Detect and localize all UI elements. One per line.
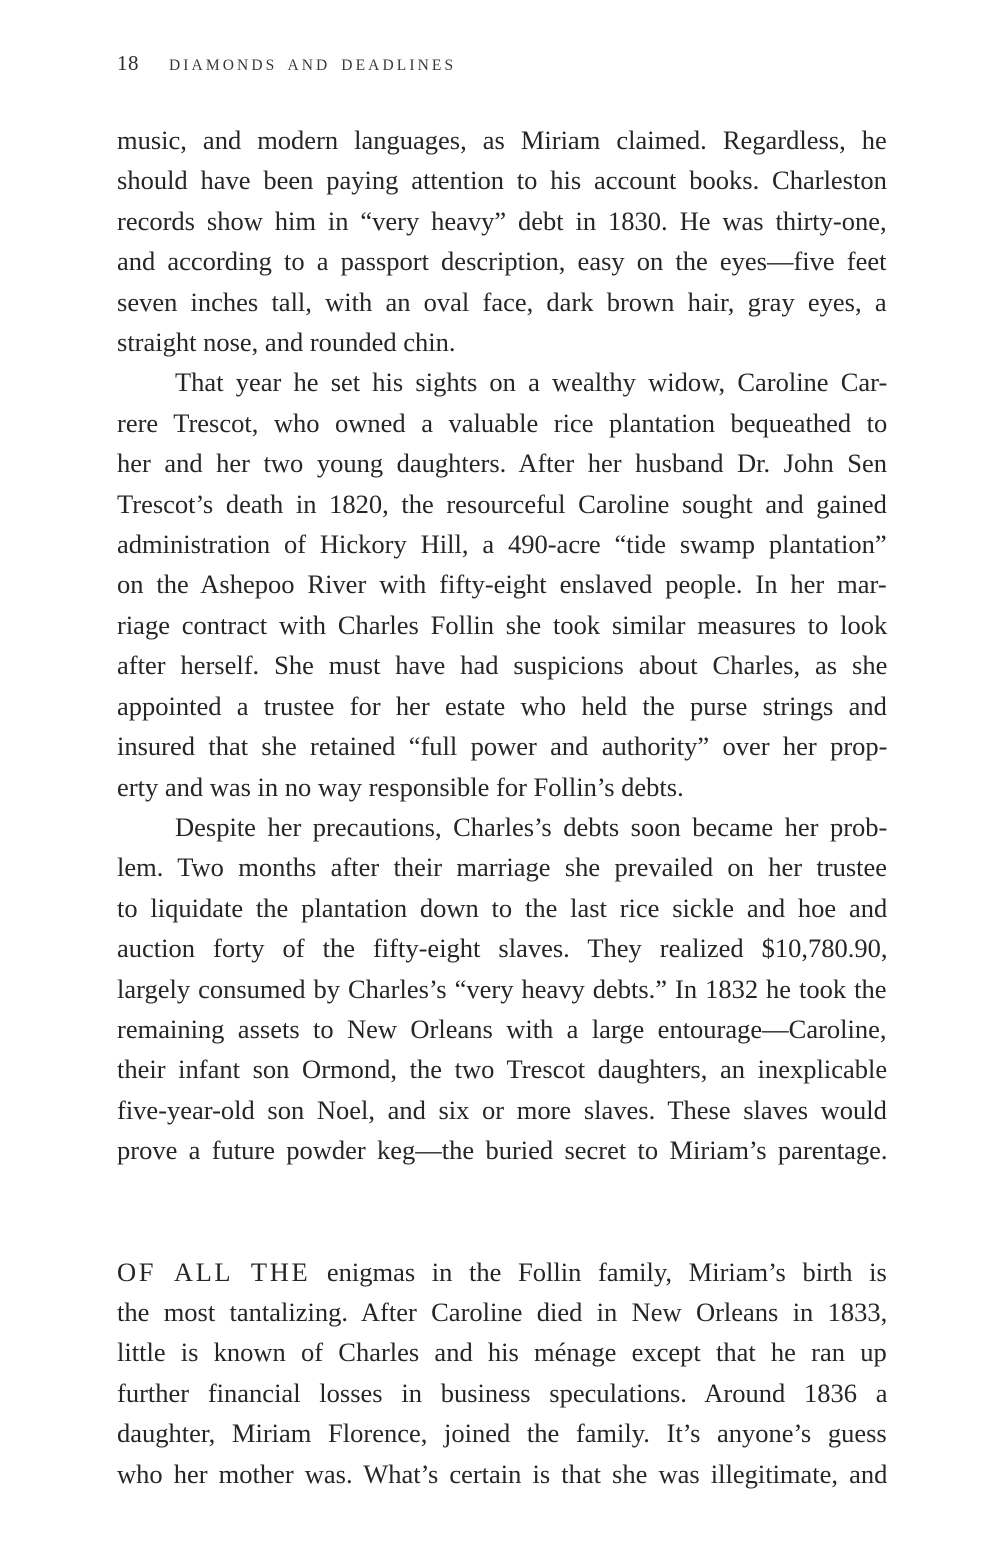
text-line: erty and was in no way responsible for Follin’s debts.: [117, 771, 684, 802]
section-lead-in: OF ALL THE: [117, 1256, 311, 1287]
text-line: to liquidate the plantation down to the last rice sickle and hoe and: [117, 892, 888, 923]
text-line: should have been paying attention to his account books. Charleston: [117, 165, 887, 196]
text-line: Trescot’s death in 1820, the resourceful Caroline sought and gained: [117, 488, 887, 519]
text-line: their infant son Ormond, the two Trescot daughters, an inexplicable: [117, 1054, 888, 1085]
text-line: administration of Hickory Hill, a 490-acre “tide swamp plantation”: [117, 529, 887, 560]
text-line: rere Trescot, who owned a valuable rice plantation bequeathed to: [117, 407, 888, 438]
text-line: little is known of Charles and his ménage except that he ran up: [117, 1337, 887, 1368]
paragraph-debts: [117, 807, 887, 1171]
text-line: prove a future powder keg—the buried secret to Miriam’s parentage.: [117, 1135, 888, 1166]
paragraph-trescot: [117, 362, 887, 806]
text-line: auction forty of the fifty-eight slaves. They realized $10,780.90,: [117, 933, 888, 964]
text-line: appointed a trustee for her estate who held the purse strings and: [117, 690, 887, 721]
text-line: OF ALL THE enigmas in the Follin family, Miriam’s birth is: [117, 1256, 887, 1287]
text-line: remaining assets to New Orleans with a large entourage—Caroline,: [117, 1013, 887, 1044]
text-line: the most tantalizing. After Caroline died in New Orleans in 1833,: [117, 1296, 888, 1327]
text-line: after herself. She must have had suspicions about Charles, as she: [117, 650, 888, 681]
text-line: largely consumed by Charles’s “very heavy debts.” In 1832 he took the: [117, 973, 887, 1004]
paragraph-continued: [117, 120, 887, 362]
text-line: who her mother was. What’s certain is that she was illegitimate, and: [117, 1458, 888, 1489]
page-header: [117, 51, 456, 76]
text-line: daughter, Miriam Florence, joined the family. It’s anyone’s guess: [117, 1418, 887, 1449]
text-line: Despite her precautions, Charles’s debts soon became her prob-: [175, 811, 888, 842]
text-line: her and her two young daughters. After her husband Dr. John Sen: [117, 448, 888, 479]
page-number: 18: [117, 51, 139, 75]
text-line: insured that she retained “full power and authority” over her prop-: [117, 731, 888, 762]
paragraph-of-all-the: [117, 1252, 887, 1494]
running-head: DIAMONDS AND DEADLINES: [169, 57, 457, 74]
text-line: and according to a passport description, easy on the eyes—five feet: [117, 246, 887, 277]
text-line: straight nose, and rounded chin.: [117, 327, 456, 358]
section-break: [117, 1171, 887, 1252]
text-line: seven inches tall, with an oval face, dark brown hair, gray eyes, a: [117, 286, 887, 317]
text-block: [117, 120, 887, 1494]
text-line: five-year-old son Noel, and six or more slaves. These slaves would: [117, 1094, 887, 1125]
text-line: music, and modern languages, as Miriam claimed. Regardless, he: [117, 125, 887, 155]
text-line: further financial losses in business speculations. Around 1836 a: [117, 1377, 888, 1408]
text-line: records show him in “very heavy” debt in 1830. He was thirty-one,: [117, 205, 887, 236]
text-line: on the Ashepoo River with fifty-eight enslaved people. In her mar-: [117, 569, 887, 600]
text-line: lem. Two months after their marriage she prevailed on her trustee: [117, 852, 888, 883]
text-line: riage contract with Charles Follin she took similar measures to look: [117, 609, 888, 640]
text-line: That year he set his sights on a wealthy widow, Caroline Car-: [175, 367, 888, 398]
